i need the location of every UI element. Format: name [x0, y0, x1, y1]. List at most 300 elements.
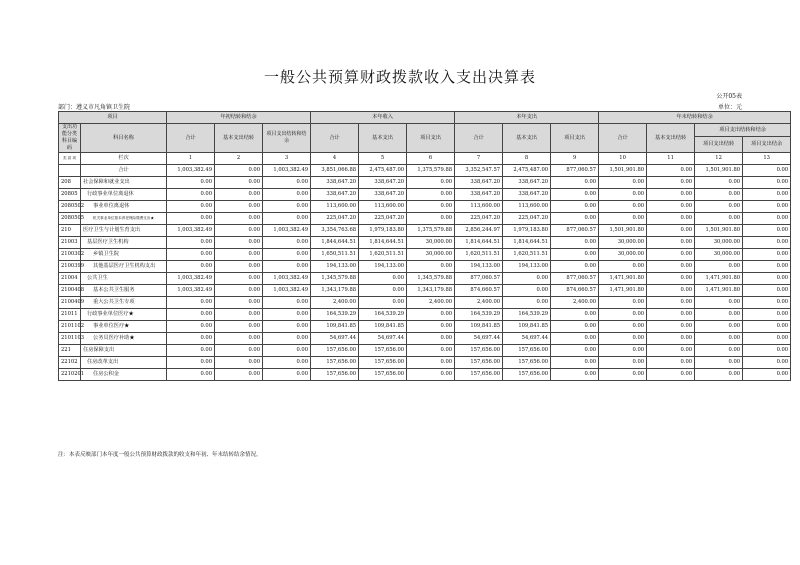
row-code: 221 — [59, 345, 81, 357]
row-value: 0.00 — [551, 189, 599, 201]
row-value: 164,539.29 — [311, 309, 359, 321]
row-value: 0.00 — [647, 225, 695, 237]
table-row — [59, 321, 791, 333]
row-value: 0.00 — [551, 213, 599, 225]
row-value: 1,003,382.49 — [167, 285, 215, 297]
row-value: 0.00 — [167, 369, 215, 381]
row-code: 2080505 — [59, 213, 81, 225]
row-value: 0.00 — [215, 297, 263, 309]
row-value: 194,133.00 — [359, 261, 407, 273]
row-value: 0.00 — [407, 261, 455, 273]
row-value: 1,003,382.49 — [167, 165, 215, 177]
row-value: 1,003,382.49 — [167, 225, 215, 237]
header-proj-group: 项目支出结转和结余 — [695, 124, 791, 137]
table-row — [59, 261, 791, 273]
row-value: 0.00 — [263, 237, 311, 249]
row-value: 1,814,644.51 — [503, 237, 551, 249]
row-value: 1,471,901.80 — [695, 273, 743, 285]
row-value: 157,656.00 — [311, 345, 359, 357]
row-value: 338,647.20 — [359, 177, 407, 189]
row-value: 0.00 — [599, 297, 647, 309]
row-value: 0.00 — [695, 261, 743, 273]
row-value: 0.00 — [215, 225, 263, 237]
row-value: 0.00 — [647, 237, 695, 249]
row-value: 0.00 — [215, 345, 263, 357]
row-code: 2100302 — [59, 249, 81, 261]
row-value: 1,844,644.51 — [311, 237, 359, 249]
row-value: 1,003,382.49 — [167, 273, 215, 285]
footnote: 注：本表反映部门本年度一般公共预算财政拨款的收支和年初、年末结转结余情况。 — [58, 452, 262, 458]
row-value: 157,656.00 — [455, 345, 503, 357]
row-name: 基本公共卫生服务 — [81, 285, 167, 297]
header-total-1: 合计 — [167, 124, 215, 153]
index-marks: 类 款 项 — [59, 153, 81, 165]
table-body — [59, 165, 791, 381]
row-value: 0.00 — [263, 357, 311, 369]
row-value: 1,501,901.80 — [599, 165, 647, 177]
row-value: 109,841.85 — [503, 321, 551, 333]
row-code: 2080502 — [59, 201, 81, 213]
row-value: 0.00 — [407, 177, 455, 189]
row-code: 21011 — [59, 309, 81, 321]
row-value: 0.00 — [551, 249, 599, 261]
row-value: 877,060.57 — [551, 225, 599, 237]
row-value: 225,047.20 — [311, 213, 359, 225]
row-value: 0.00 — [551, 237, 599, 249]
row-value: 0.00 — [167, 189, 215, 201]
row-value: 0.00 — [647, 273, 695, 285]
row-value: 1,003,382.49 — [263, 225, 311, 237]
row-code: 2100409 — [59, 297, 81, 309]
row-value: 225,047.20 — [455, 213, 503, 225]
row-value: 338,647.20 — [359, 189, 407, 201]
row-value: 0.00 — [263, 201, 311, 213]
row-code: 21004 — [59, 273, 81, 285]
row-value: 1,345,579.88 — [311, 273, 359, 285]
row-value: 157,656.00 — [359, 357, 407, 369]
row-value: 2,400.00 — [455, 297, 503, 309]
row-value: 0.00 — [647, 201, 695, 213]
table-row — [59, 189, 791, 201]
row-value: 0.00 — [743, 177, 791, 189]
row-value: 0.00 — [407, 345, 455, 357]
index-cell: 8 — [503, 153, 551, 165]
row-code: 21003 — [59, 237, 81, 249]
row-value: 0.00 — [743, 225, 791, 237]
row-value: 1,620,511.51 — [503, 249, 551, 261]
row-value: 0.00 — [263, 249, 311, 261]
row-value: 0.00 — [551, 261, 599, 273]
row-value: 0.00 — [551, 357, 599, 369]
row-value: 0.00 — [551, 369, 599, 381]
row-code: 22102 — [59, 357, 81, 369]
row-value: 0.00 — [167, 321, 215, 333]
index-cell: 4 — [311, 153, 359, 165]
row-name: 乡镇卫生院 — [81, 249, 167, 261]
budget-table — [58, 111, 791, 381]
row-value: 157,656.00 — [503, 345, 551, 357]
row-value: 0.00 — [167, 177, 215, 189]
row-name: 社会保障和就业支出 — [81, 177, 167, 189]
row-value: 0.00 — [695, 357, 743, 369]
row-value: 194,133.00 — [503, 261, 551, 273]
row-value: 0.00 — [695, 297, 743, 309]
row-value: 0.00 — [263, 333, 311, 345]
row-name: 行政事业单位医疗★ — [81, 309, 167, 321]
row-value: 0.00 — [647, 189, 695, 201]
row-value: 0.00 — [167, 309, 215, 321]
row-value: 0.00 — [647, 297, 695, 309]
row-value: 0.00 — [647, 177, 695, 189]
form-number: 公开05表 — [716, 93, 742, 100]
row-value: 338,647.20 — [311, 189, 359, 201]
row-value: 338,647.20 — [311, 177, 359, 189]
row-value: 0.00 — [215, 249, 263, 261]
row-value: 109,841.85 — [359, 321, 407, 333]
row-value: 113,600.00 — [359, 201, 407, 213]
row-value: 2,856,244.97 — [455, 225, 503, 237]
row-value: 0.00 — [695, 189, 743, 201]
row-value: 0.00 — [215, 261, 263, 273]
table-row — [59, 177, 791, 189]
row-value: 157,656.00 — [503, 357, 551, 369]
table-row — [59, 297, 791, 309]
row-value: 1,501,901.80 — [695, 225, 743, 237]
row-value: 0.00 — [263, 309, 311, 321]
row-value: 164,539.29 — [359, 309, 407, 321]
row-value: 0.00 — [359, 285, 407, 297]
row-code: 2210201 — [59, 369, 81, 381]
row-value: 0.00 — [599, 261, 647, 273]
row-value: 0.00 — [695, 321, 743, 333]
row-value: 54,697.44 — [455, 333, 503, 345]
row-value: 0.00 — [599, 333, 647, 345]
row-name: 住房公积金 — [81, 369, 167, 381]
row-value: 0.00 — [551, 345, 599, 357]
row-value: 157,656.00 — [359, 369, 407, 381]
row-value: 113,600.00 — [503, 201, 551, 213]
row-value: 0.00 — [263, 261, 311, 273]
row-name: 重大公共卫生专项 — [81, 297, 167, 309]
row-value: 1,471,901.80 — [695, 285, 743, 297]
row-value: 0.00 — [599, 309, 647, 321]
header-proj-carry: 项目支出结转 — [695, 137, 743, 153]
row-value: 109,841.85 — [455, 321, 503, 333]
row-value: 0.00 — [551, 321, 599, 333]
row-value: 0.00 — [695, 345, 743, 357]
header-total-2: 合计 — [311, 124, 359, 153]
row-value: 0.00 — [407, 213, 455, 225]
header-name: 科目名称 — [81, 124, 167, 153]
row-value: 0.00 — [215, 165, 263, 177]
table-row — [59, 165, 791, 177]
row-value: 225,047.20 — [503, 213, 551, 225]
row-value: 874,660.57 — [551, 285, 599, 297]
row-value: 0.00 — [743, 333, 791, 345]
header-income: 本年收入 — [311, 112, 455, 124]
row-value: 30,000.00 — [407, 237, 455, 249]
table-row — [59, 273, 791, 285]
row-value: 877,060.57 — [551, 165, 599, 177]
row-value: 0.00 — [647, 369, 695, 381]
row-value: 0.00 — [647, 345, 695, 357]
row-value: 194,133.00 — [455, 261, 503, 273]
row-value: 30,000.00 — [695, 249, 743, 261]
row-value: 1,814,644.51 — [359, 237, 407, 249]
index-cell: 7 — [455, 153, 503, 165]
row-value: 0.00 — [599, 177, 647, 189]
row-value: 30,000.00 — [599, 249, 647, 261]
row-value: 0.00 — [743, 201, 791, 213]
row-value: 54,697.44 — [311, 333, 359, 345]
row-value: 0.00 — [503, 297, 551, 309]
table-row — [59, 309, 791, 321]
row-value: 0.00 — [695, 177, 743, 189]
row-value: 338,647.20 — [503, 177, 551, 189]
row-value: 0.00 — [167, 213, 215, 225]
row-value: 164,539.29 — [455, 309, 503, 321]
row-value: 0.00 — [167, 261, 215, 273]
row-value: 0.00 — [647, 333, 695, 345]
row-value: 0.00 — [743, 369, 791, 381]
row-value: 30,000.00 — [695, 237, 743, 249]
row-value: 0.00 — [599, 189, 647, 201]
row-value: 1,979,183.80 — [503, 225, 551, 237]
header-begin: 年初结转和结余 — [167, 112, 311, 124]
row-value: 0.00 — [743, 189, 791, 201]
row-name: 行政事业单位离退休 — [81, 189, 167, 201]
row-value: 0.00 — [167, 333, 215, 345]
row-value: 0.00 — [215, 177, 263, 189]
table-row — [59, 237, 791, 249]
index-cell: 12 — [695, 153, 743, 165]
row-value: 0.00 — [359, 273, 407, 285]
row-value: 0.00 — [695, 333, 743, 345]
index-cell: 11 — [647, 153, 695, 165]
header-proj-surplus: 项目支出结余 — [743, 137, 791, 153]
row-value: 0.00 — [599, 201, 647, 213]
row-value: 0.00 — [407, 309, 455, 321]
header-basic-3: 基本支出 — [503, 124, 551, 153]
index-row — [59, 153, 791, 165]
table-row — [59, 285, 791, 297]
row-value: 0.00 — [167, 297, 215, 309]
row-value: 0.00 — [743, 309, 791, 321]
index-cell: 2 — [215, 153, 263, 165]
row-value: 157,656.00 — [503, 369, 551, 381]
header-code: 支出功能分类科目编码 — [59, 124, 81, 153]
row-value: 0.00 — [215, 213, 263, 225]
row-value: 54,697.44 — [359, 333, 407, 345]
row-value: 0.00 — [215, 285, 263, 297]
row-name: 机关事业单位基本养老保险缴费支出★ — [81, 213, 167, 225]
row-value: 113,600.00 — [455, 201, 503, 213]
row-value: 1,343,179.88 — [407, 285, 455, 297]
row-value: 0.00 — [743, 261, 791, 273]
row-value: 0.00 — [215, 189, 263, 201]
index-cell: 3 — [263, 153, 311, 165]
row-value: 0.00 — [407, 201, 455, 213]
row-value: 54,697.44 — [503, 333, 551, 345]
row-value: 0.00 — [647, 309, 695, 321]
row-value: 1,375,579.88 — [407, 225, 455, 237]
row-value: 0.00 — [167, 357, 215, 369]
row-value: 0.00 — [647, 357, 695, 369]
row-value: 0.00 — [743, 237, 791, 249]
row-value: 0.00 — [263, 345, 311, 357]
row-code: 2100408 — [59, 285, 81, 297]
row-value: 0.00 — [551, 201, 599, 213]
row-code: 20805 — [59, 189, 81, 201]
row-value: 877,060.57 — [455, 273, 503, 285]
index-cell: 1 — [167, 153, 215, 165]
row-value: 0.00 — [551, 309, 599, 321]
row-value: 0.00 — [407, 357, 455, 369]
header-basic-end-1: 基本支出结转 — [215, 124, 263, 153]
row-value: 0.00 — [647, 213, 695, 225]
row-value: 157,656.00 — [311, 369, 359, 381]
row-value: 338,647.20 — [455, 177, 503, 189]
row-name: 医疗卫生与计划生育支出 — [81, 225, 167, 237]
row-value: 0.00 — [167, 237, 215, 249]
row-value: 1,003,382.49 — [263, 165, 311, 177]
header-item: 项目 — [59, 112, 167, 124]
table-row — [59, 345, 791, 357]
row-value: 0.00 — [743, 249, 791, 261]
index-cell: 5 — [359, 153, 407, 165]
row-value: 30,000.00 — [599, 237, 647, 249]
row-value: 0.00 — [599, 213, 647, 225]
row-value: 874,660.57 — [455, 285, 503, 297]
row-value: 164,539.29 — [503, 309, 551, 321]
row-value: 0.00 — [743, 297, 791, 309]
row-value: 157,656.00 — [455, 369, 503, 381]
row-value: 0.00 — [743, 273, 791, 285]
row-value: 0.00 — [695, 201, 743, 213]
table-row — [59, 213, 791, 225]
index-cell: 10 — [599, 153, 647, 165]
row-code: 210 — [59, 225, 81, 237]
row-value: 3,352,547.57 — [455, 165, 503, 177]
row-value: 0.00 — [647, 165, 695, 177]
row-code — [59, 165, 81, 177]
row-value: 1,003,382.49 — [263, 285, 311, 297]
row-value: 0.00 — [695, 213, 743, 225]
row-value: 225,047.20 — [359, 213, 407, 225]
row-value: 0.00 — [215, 357, 263, 369]
row-value: 0.00 — [743, 321, 791, 333]
header-project-2: 项目支出 — [407, 124, 455, 153]
row-value: 0.00 — [215, 333, 263, 345]
row-value: 2,400.00 — [407, 297, 455, 309]
row-name: 其他基层医疗卫生机构支出 — [81, 261, 167, 273]
row-value: 1,814,644.51 — [455, 237, 503, 249]
row-value: 0.00 — [503, 285, 551, 297]
row-value: 109,841.85 — [311, 321, 359, 333]
row-value: 1,650,511.51 — [311, 249, 359, 261]
row-value: 338,647.20 — [455, 189, 503, 201]
row-name: 公共卫生 — [81, 273, 167, 285]
row-code: 2100399 — [59, 261, 81, 273]
row-value: 0.00 — [743, 285, 791, 297]
index-cell: 13 — [743, 153, 791, 165]
row-value: 0.00 — [167, 201, 215, 213]
row-value: 0.00 — [647, 285, 695, 297]
row-value: 1,343,179.88 — [311, 285, 359, 297]
table-row — [59, 225, 791, 237]
row-value: 0.00 — [167, 249, 215, 261]
row-value: 0.00 — [743, 357, 791, 369]
header-total-3: 合计 — [455, 124, 503, 153]
row-value: 0.00 — [167, 345, 215, 357]
row-value: 1,979,183.80 — [359, 225, 407, 237]
row-name: 住房改革支出 — [81, 357, 167, 369]
row-value: 0.00 — [407, 189, 455, 201]
row-value: 0.00 — [407, 369, 455, 381]
row-value: 0.00 — [407, 333, 455, 345]
row-value: 1,501,901.80 — [695, 165, 743, 177]
row-value: 877,060.57 — [551, 273, 599, 285]
index-label: 栏次 — [81, 153, 167, 165]
row-value: 0.00 — [599, 357, 647, 369]
table-row — [59, 333, 791, 345]
row-value: 113,600.00 — [311, 201, 359, 213]
header-project-3: 项目支出 — [551, 124, 599, 153]
table-row — [59, 357, 791, 369]
row-value: 0.00 — [551, 177, 599, 189]
row-value: 194,133.00 — [311, 261, 359, 273]
row-value: 0.00 — [359, 297, 407, 309]
row-value: 0.00 — [263, 369, 311, 381]
row-value: 0.00 — [215, 369, 263, 381]
row-name: 合计 — [81, 165, 167, 177]
row-value: 1,620,511.51 — [359, 249, 407, 261]
row-value: 0.00 — [407, 321, 455, 333]
row-name: 事业单位医疗★ — [81, 321, 167, 333]
header-basic-end-4: 基本支出结转 — [647, 124, 695, 153]
row-code: 2101103 — [59, 333, 81, 345]
row-value: 157,656.00 — [455, 357, 503, 369]
row-value: 1,345,579.88 — [407, 273, 455, 285]
row-value: 1,501,901.80 — [599, 225, 647, 237]
header-total-4: 合计 — [599, 124, 647, 153]
row-value: 1,003,382.49 — [263, 273, 311, 285]
row-value: 0.00 — [215, 201, 263, 213]
row-value: 3,354,763.68 — [311, 225, 359, 237]
row-value: 0.00 — [263, 189, 311, 201]
row-value: 0.00 — [599, 321, 647, 333]
row-value: 2,475,487.00 — [503, 165, 551, 177]
row-code: 208 — [59, 177, 81, 189]
row-value: 338,647.20 — [503, 189, 551, 201]
row-value: 0.00 — [599, 369, 647, 381]
row-value: 0.00 — [695, 369, 743, 381]
header-expense: 本年支出 — [455, 112, 599, 124]
table-row — [59, 249, 791, 261]
row-name: 事业单位离退休 — [81, 201, 167, 213]
row-value: 2,475,487.00 — [359, 165, 407, 177]
row-value: 0.00 — [743, 345, 791, 357]
header-project-end-1: 项目支出结转和结余 — [263, 124, 311, 153]
header-end: 年末结转和结余 — [599, 112, 791, 124]
index-cell: 9 — [551, 153, 599, 165]
row-value: 1,471,901.80 — [599, 285, 647, 297]
row-value: 1,620,511.51 — [455, 249, 503, 261]
index-cell: 6 — [407, 153, 455, 165]
row-value: 0.00 — [743, 165, 791, 177]
page-title: 一般公共预算财政拨款收入支出决算表 — [263, 68, 536, 86]
row-value: 30,000.00 — [407, 249, 455, 261]
